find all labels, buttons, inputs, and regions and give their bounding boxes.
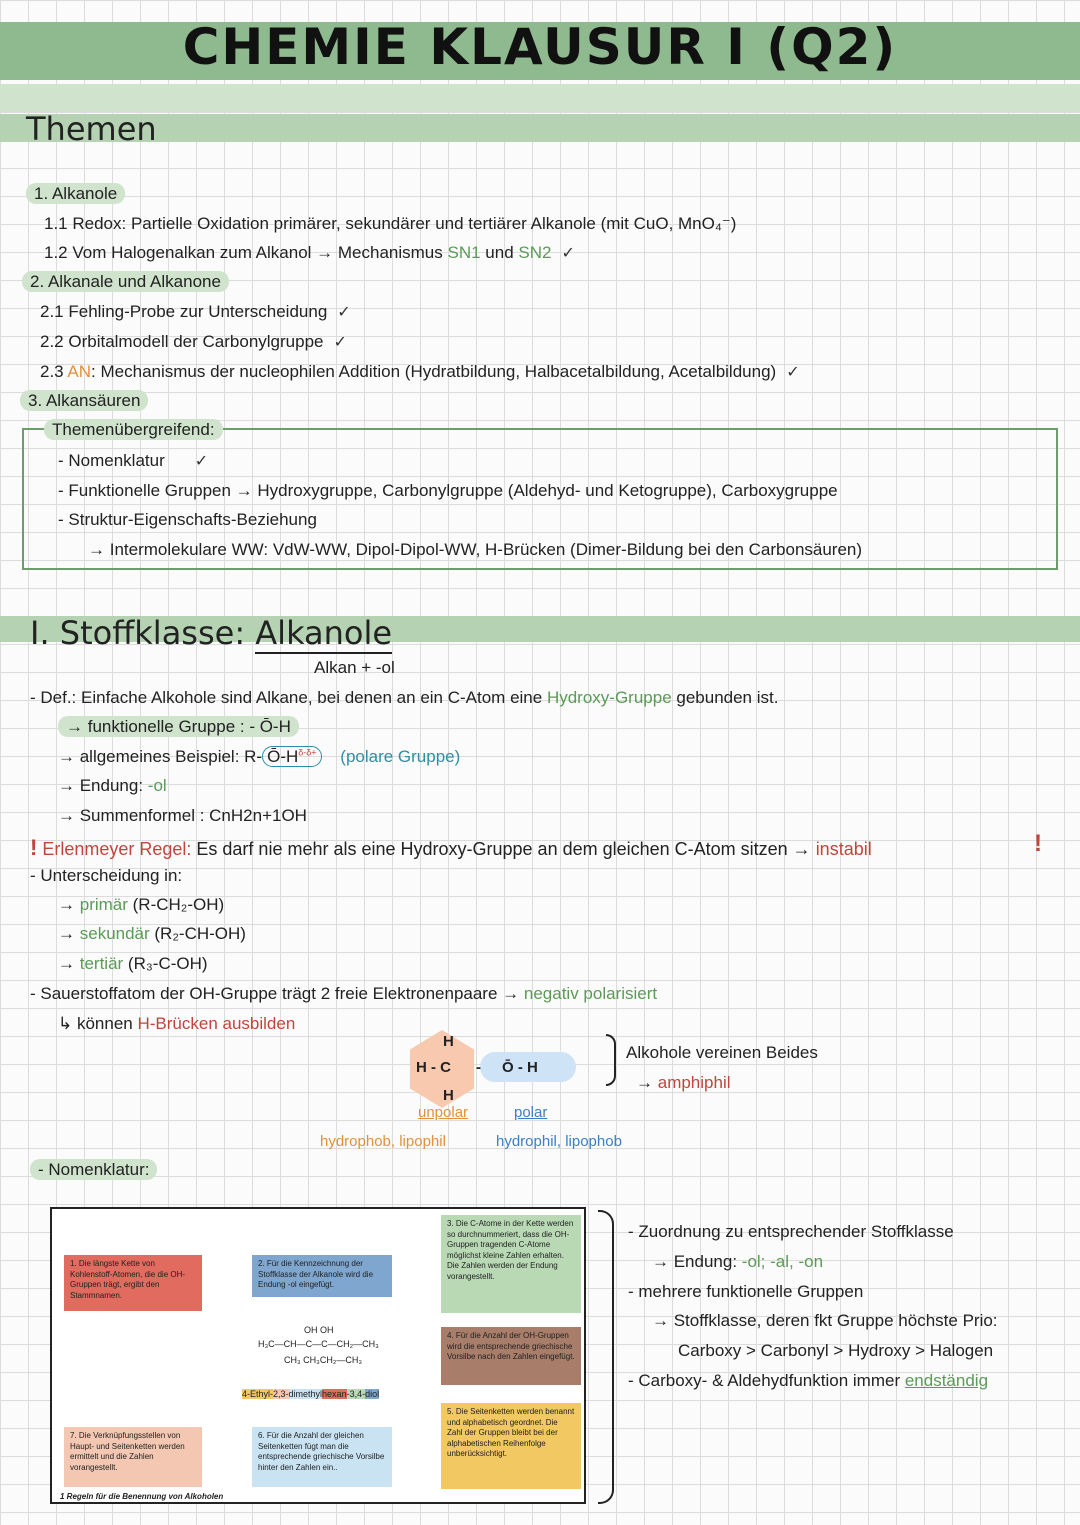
note-6: - Carboxy- & Aldehydfunktion immer endständig	[628, 1371, 989, 1390]
topic-1: 1. Alkanole	[26, 184, 125, 204]
note-5: Carboxy > Carbonyl > Hydroxy > Halogen	[678, 1341, 994, 1360]
warning-icon: !	[30, 835, 38, 860]
cross-topic-2: - Funktionelle Gruppen → Hydroxygruppe, Carbonylgruppe (Aldehyd- und Ketogruppe), Carboxygruppe	[58, 481, 838, 500]
cross-topic-3: - Struktur-Eigenschafts-Beziehung	[58, 510, 317, 529]
themenuebergreifend-label: Themenübergreifend:	[44, 420, 223, 440]
unpolar-label: unpolar	[418, 1104, 469, 1121]
erlenmeyer-rule: ! Erlenmeyer Regel: Es darf nie mehr als eine Hydroxy-Gruppe an dem gleichen C-Atom sitzen → instabil	[30, 835, 872, 860]
themen-heading: Themen	[26, 110, 157, 148]
alcohol-both: Alkohole vereinen Beides	[626, 1043, 818, 1062]
note-3: - mehrere funktionelle Gruppen	[628, 1282, 864, 1301]
h-bridges: ↳ können H-Brücken ausbilden	[58, 1014, 296, 1033]
cross-topic-4: → Intermolekulare WW: VdW-WW, Dipol-Dipol-WW, H-Brücken (Dimer-Bildung bei den Carbonsäuren)	[88, 540, 863, 559]
rule-card-2: 2. Für die Kennzeichnung der Stoffklasse der Alkanole wird die Endung -ol eingefügt.	[252, 1255, 392, 1297]
primary: → primär (R-CH₂-OH)	[58, 895, 225, 914]
mol-h-bottom: H	[443, 1087, 454, 1104]
secondary: → sekundär (R₂-CH-OH)	[58, 924, 246, 943]
mol-h-top: H	[443, 1033, 454, 1050]
themen-band	[0, 114, 1080, 142]
topic-3: 3. Alkansäuren	[20, 391, 148, 411]
topic-2-3: 2.3 AN: Mechanismus der nucleophilen Addition (Hydratbildung, Halbacetalbildung, Acetalbildung) ✓	[40, 362, 800, 381]
amphiphil: → amphiphil	[636, 1073, 731, 1092]
rule-card-1: 1. Die längste Kette von Kohlenstoff-Atomen, die die OH-Gruppen trägt, ergibt den Stammnamen.	[64, 1255, 202, 1311]
example: → allgemeines Beispiel: R- $Ō-H^{\delta-\delta+}$ (polare Gruppe)	[58, 747, 461, 766]
note-1: - Zuordnung zu entsprechender Stoffklasse	[628, 1222, 954, 1241]
mol-oh: Ō - H	[502, 1059, 538, 1076]
rule-card-4: 4. Für die Anzahl der OH-Gruppen wird die entsprechende griechische Vorsilbe nach den Zahlen eingefügt.	[441, 1327, 581, 1385]
topic-2-1: 2.1 Fehling-Probe zur Unterscheidung ✓	[40, 302, 351, 321]
nomenclature-figure	[50, 1207, 586, 1504]
check-icon: ✓	[337, 304, 351, 321]
rule-card-7: 7. Die Verknüpfungsstellen von Haupt- und Seitenketten werden ermittelt und die Zahlen vorangestellt.	[64, 1427, 202, 1487]
sum-formula: → Summenformel : CnH2n+1OH	[58, 806, 307, 825]
mol-hc: H - C	[416, 1059, 451, 1076]
themen-band-accent	[0, 84, 1080, 112]
rule-card-3: 3. Die C-Atome in der Kette werden so durchnummeriert, dass die OH-Gruppen tragenden C-Atome möglichst kleine Zahlen erhalten. Die Zahlen werden der Endung vorangestellt.	[441, 1215, 581, 1313]
bracket	[606, 1034, 616, 1086]
section-sub: Alkan + -ol	[314, 658, 395, 677]
topic-1-1: 1.1 Redox: Partielle Oxidation primärer, sekundärer und tertiärer Alkanole (mit CuO, MnO₄⁻)	[44, 214, 737, 233]
oxygen-note: - Sauerstoffatom der OH-Gruppe trägt 2 freie Elektronenpaare → negativ polarisiert	[30, 984, 658, 1003]
figure-caption: 1 Regeln für die Benennung von Alkoholen	[60, 1492, 224, 1501]
cross-topic-1: - Nomenklatur ✓	[58, 451, 209, 470]
check-icon: ✓	[561, 245, 575, 262]
note-2: → Endung: -ol; -al, -on	[652, 1252, 824, 1271]
tertiary: → tertiär (R₃-C-OH)	[58, 954, 208, 973]
functional-group: → funktionelle Gruppe : - Ō-H	[58, 717, 299, 737]
ending: → Endung: -ol	[58, 776, 167, 795]
polar-label: polar	[514, 1104, 548, 1121]
large-bracket	[598, 1210, 614, 1504]
check-icon: ✓	[333, 334, 347, 351]
note-4: → Stoffklasse, deren fkt Gruppe höchste Prio:	[652, 1311, 998, 1330]
check-icon: ✓	[194, 453, 209, 470]
section-heading: I. Stoffklasse: Alkanole	[30, 614, 393, 652]
rule-card-5: 5. Die Seitenketten werden benannt und alphabetisch geordnet. Die Zahl der Gruppen bleibt bei der alphabetischen Reihenfolge unberücksichtigt.	[441, 1403, 581, 1489]
warning-icon: !	[1034, 830, 1042, 857]
hydrophil-label: hydrophil, lipophob	[496, 1133, 622, 1150]
mol-dash: -	[476, 1059, 481, 1076]
check-icon: ✓	[786, 364, 800, 381]
hydrophob-label: hydrophob, lipophil	[320, 1133, 446, 1150]
topic-2: 2. Alkanale und Alkanone	[22, 272, 229, 292]
formula-main: H₃C—CH—C—C—CH₂—CH₃	[258, 1339, 379, 1349]
topic-1-2: 1.2 Vom Halogenalkan zum Alkanol → Mechanismus SN1 und SN2 ✓	[44, 243, 575, 262]
page-title: CHEMIE KLAUSUR I (Q2)	[182, 18, 898, 76]
definition: - Def.: Einfache Alkohole sind Alkane, bei denen an ein C-Atom eine Hydroxy-Gruppe gebunden ist.	[30, 688, 779, 707]
rule-card-6: 6. Für die Anzahl der gleichen Seitenketten fügt man die entsprechende griechische Vorsilbe hinter den Zahlen ein..	[252, 1427, 392, 1487]
compound-name: 4-Ethyl-2,3-dimethylhexan-3,4-diol	[242, 1389, 380, 1399]
distinction: - Unterscheidung in:	[30, 866, 183, 885]
formula-bottom: CH₃ CH₃CH₂—CH₃	[284, 1355, 362, 1365]
nomenclature-label: - Nomenklatur:	[30, 1160, 157, 1180]
formula-top: OH OH	[304, 1325, 334, 1335]
topic-2-2: 2.2 Orbitalmodell der Carbonylgruppe ✓	[40, 332, 347, 351]
